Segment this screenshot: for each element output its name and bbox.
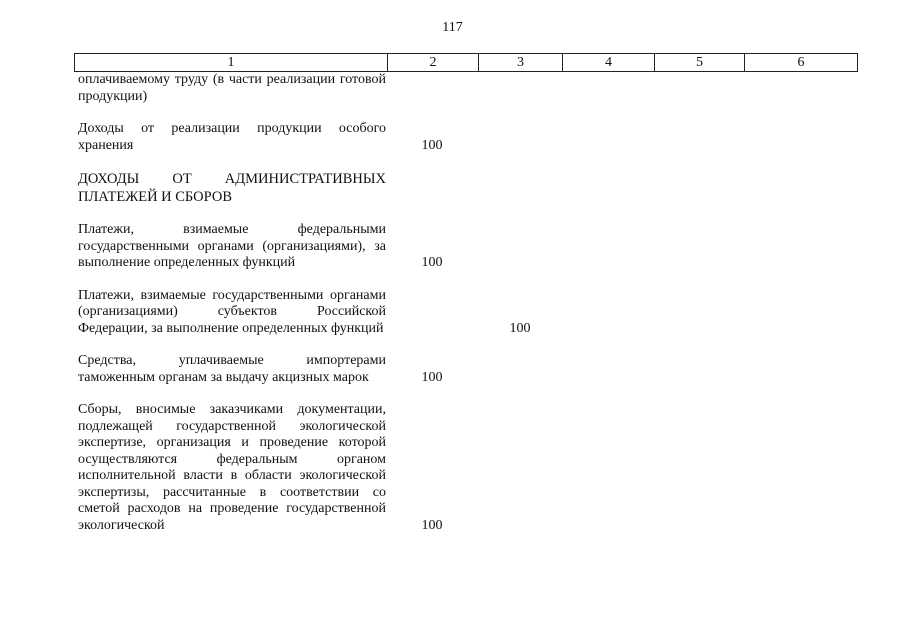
row-value-col4 [562, 353, 654, 386]
table-body [0, 72, 905, 550]
table-row [0, 353, 905, 386]
table-row [0, 402, 905, 534]
row-value-col6 [744, 402, 859, 534]
row-value-col4 [562, 402, 654, 534]
row-value-col4 [562, 222, 654, 272]
row-value-col5 [654, 288, 744, 338]
column-header-1: 1 [75, 54, 388, 72]
row-value-col6 [744, 222, 859, 272]
row-value-col6 [744, 121, 859, 154]
row-value-col3: 100 [509, 320, 531, 336]
row-value-col5 [654, 402, 744, 534]
row-description: Сборы, вносимые заказчиками документации, подлежащей государственной экологической экспертизе, организация и проведение которой осуществляются федеральным органом исполнительной власти в области экологической экспертизы, рассчитанные в соответствии со сметой расходов на проведение государственной экологической [78, 402, 386, 533]
row-value-col3 [478, 72, 562, 105]
row-value-col2: 100 [421, 369, 443, 385]
row-value-col5 [654, 121, 744, 154]
row-description: оплачиваемому труду (в части реализации готовой продукции) [78, 72, 386, 104]
row-description: Средства, уплачиваемые импортерами таможенным органам за выдачу акцизных марок [78, 353, 386, 385]
row-value-col3 [478, 121, 562, 154]
table-row [0, 288, 905, 338]
row-value-col4 [562, 288, 654, 338]
row-value-col4 [562, 72, 654, 105]
column-header-2: 2 [388, 54, 479, 72]
row-value-col2: 100 [421, 137, 443, 153]
column-header-6: 6 [745, 54, 858, 72]
table-row [0, 121, 905, 154]
row-value-col5 [654, 170, 744, 206]
row-description: Платежи, взимаемые федеральными государственными органами (организациями), за выполнение определенных функций [78, 222, 386, 270]
column-header-row [75, 54, 858, 72]
row-value-col3 [478, 222, 562, 272]
row-value-col6 [744, 72, 859, 105]
column-header-3: 3 [479, 54, 563, 72]
row-value-col2: 100 [421, 255, 443, 270]
table-row [0, 170, 905, 206]
row-value-col4 [562, 121, 654, 154]
row-value-col2: 100 [421, 517, 443, 533]
row-value-col5 [654, 222, 744, 272]
table-row [0, 222, 905, 272]
row-value-col3 [478, 402, 562, 534]
column-header-4: 4 [563, 54, 655, 72]
row-value-col5 [654, 353, 744, 386]
row-value-col6 [744, 170, 859, 206]
column-header-5: 5 [655, 54, 745, 72]
table-row [0, 72, 905, 105]
row-value-col3 [478, 353, 562, 386]
row-value-col3 [478, 170, 562, 206]
column-header-table [74, 53, 858, 72]
row-value-col6 [744, 353, 859, 386]
row-value-col6 [744, 288, 859, 338]
row-description: Платежи, взимаемые государственными органами (организациями) субъектов Российской Федерации, за выполнение определенных функций [78, 287, 386, 336]
row-value-col2 [386, 170, 478, 206]
row-value-col4 [562, 170, 654, 206]
section-heading: ДОХОДЫ ОТ АДМИНИСТРАТИВНЫХ ПЛАТЕЖЕЙ И СБОРОВ [78, 171, 386, 205]
row-description: Доходы от реализации продукции особого хранения [78, 121, 386, 153]
page-number: 117 [442, 20, 463, 35]
row-value-col5 [654, 72, 744, 105]
row-value-col2 [386, 72, 478, 105]
row-value-col2 [386, 288, 478, 338]
